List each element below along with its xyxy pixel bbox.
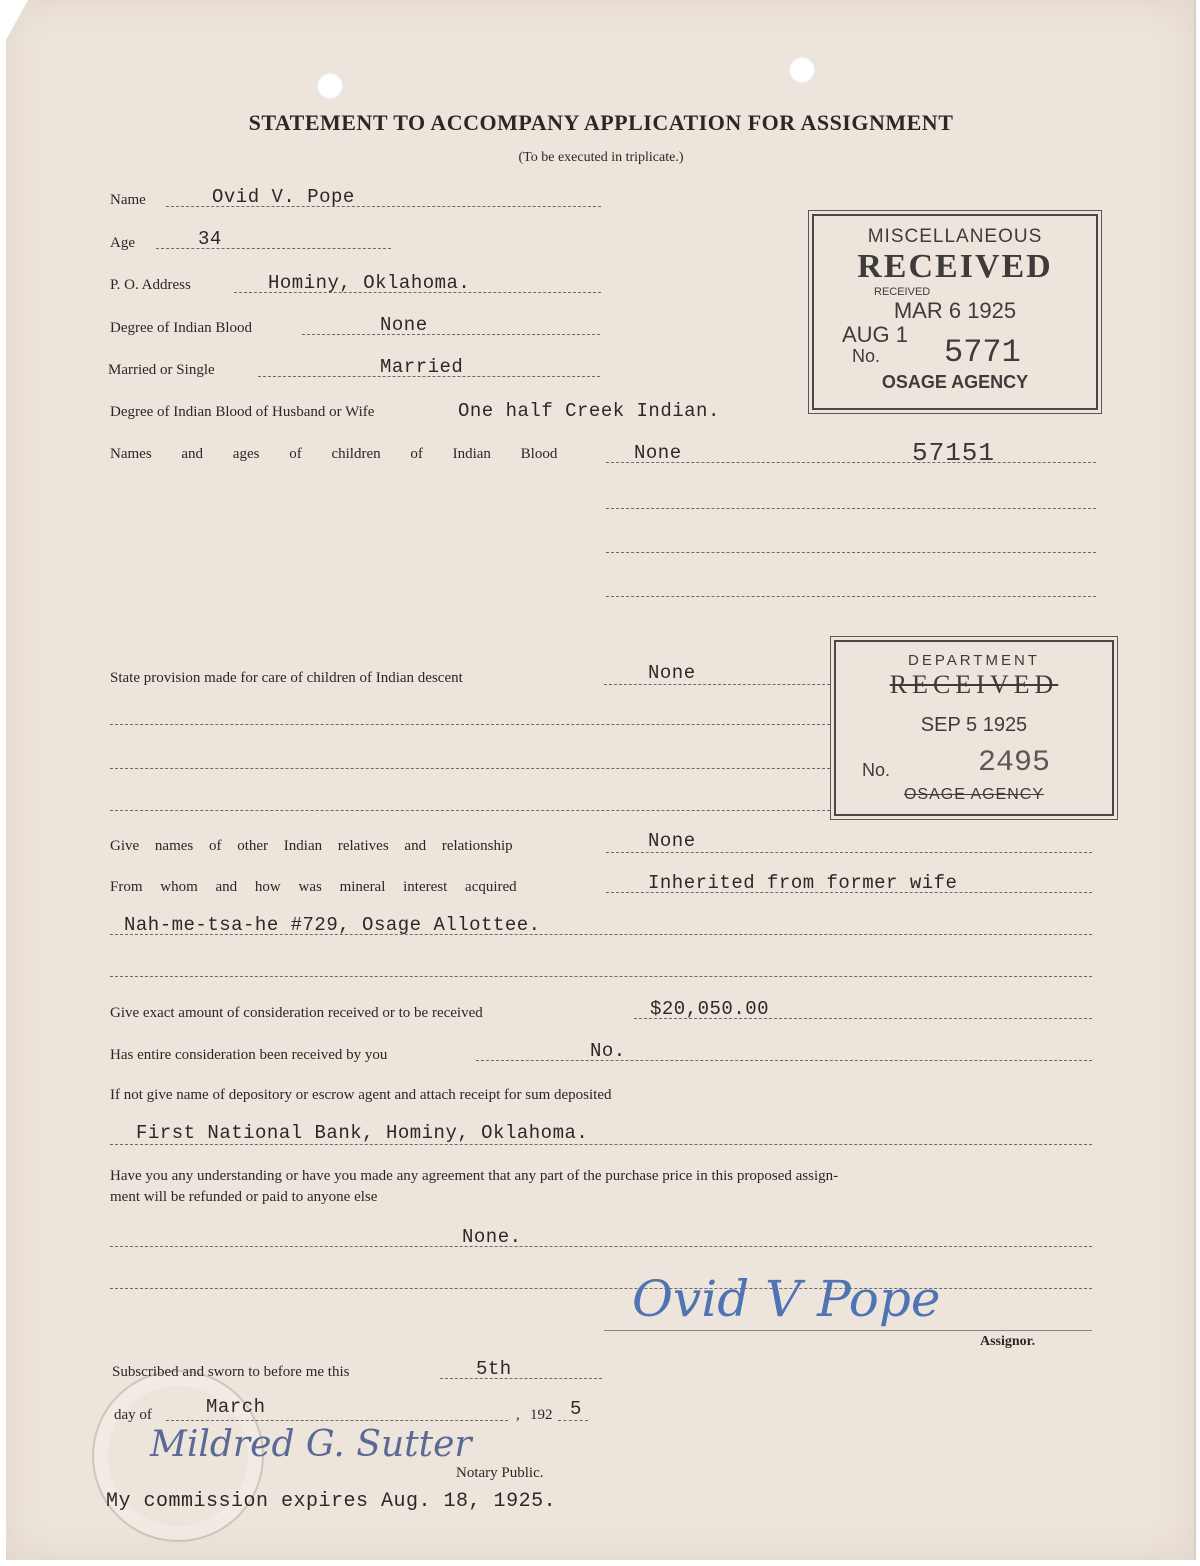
children-value: None [634,442,682,464]
day-of-label: day of [114,1407,152,1423]
punch-hole [788,56,816,84]
notary-signature: Mildred G. Sutter [150,1424,472,1465]
dept-stamp-header: DEPARTMENT [908,652,1040,669]
year-line [558,1420,588,1421]
children-label: Names and ages of children of Indian Blood [110,446,558,462]
sworn-day-line [440,1378,602,1379]
depository-label: If not give name of depository or escrow agent and attach receipt for sum deposited [110,1087,612,1103]
married-label: Married or Single [108,362,215,378]
blood-line [302,334,600,335]
notary-title: Notary Public. [456,1465,544,1481]
name-label: Name [110,192,146,208]
depository-line [110,1144,1092,1145]
dept-stamp-date: SEP 5 1925 [920,714,1028,736]
form-subtitle: (To be executed in triplicate.) [518,150,684,165]
children-line-4 [606,596,1096,597]
married-value: Married [380,356,464,378]
depository-value: First National Bank, Hominy, Oklahoma. [136,1122,589,1144]
sworn-day-value: 5th [476,1358,512,1380]
dept-stamp-number: 2495 [978,746,1051,780]
provision-line-3 [110,768,830,769]
blood-label: Degree of Indian Blood [110,320,253,336]
misc-stamp-received: RECEIVED [857,248,1053,285]
agreement-line-2 [110,1288,1092,1289]
month-value: March [206,1396,266,1418]
children-line-2 [606,508,1096,509]
mineral-label: From whom and how was mineral interest acquired [110,879,517,895]
agreement-label-2: ment will be refunded or paid to anyone else [110,1189,378,1205]
children-line-3 [606,552,1096,553]
misc-stamp-no-label: No. [852,346,881,366]
form-title: STATEMENT TO ACCOMPANY APPLICATION FOR ASSIGNMENT [248,110,954,135]
received-label: Has entire consideration been received by you [110,1047,388,1063]
relatives-label: Give names of other Indian relatives and relationship [110,838,513,854]
received-value: No. [590,1040,626,1062]
spouse-blood-label: Degree of Indian Blood of Husband or Wife [110,404,375,420]
age-label: Age [110,235,135,251]
sworn-label: Subscribed and sworn to before me this [112,1364,350,1380]
age-line [156,248,391,249]
mineral-value-line2: Nah-me-tsa-he #729, Osage Allottee. [124,914,541,936]
misc-received-stamp [812,214,1098,410]
provision-label: State provision made for care of children of Indian descent [110,670,463,686]
year-comma: , [516,1407,520,1423]
age-value: 34 [198,228,222,250]
dept-stamp-no-label: No. [862,760,891,780]
agreement-line-1 [110,1246,1092,1247]
provision-line-1 [604,684,830,685]
document-page [6,0,1196,1560]
file-number-stamp: 57151 [912,438,996,468]
relatives-value: None [648,830,696,852]
misc-stamp-agency: OSAGE AGENCY [881,372,1029,392]
punch-hole [316,72,344,100]
assignor-signature-line [604,1330,1092,1331]
department-received-stamp [834,640,1114,816]
spouse-blood-value: One half Creek Indian. [458,400,720,422]
name-value: Ovid V. Pope [212,186,355,208]
assignor-signature: Ovid V Pope [632,1270,941,1328]
blood-value: None [380,314,428,336]
folded-corner [6,0,28,40]
misc-stamp-aug-date: AUG 1 [842,322,909,347]
relatives-line [606,852,1092,853]
provision-line-2 [110,724,830,725]
agreement-value: None. [462,1226,522,1248]
provision-line-4 [110,810,830,811]
consideration-value: $20,050.00 [650,998,770,1020]
assignor-label: Assignor. [980,1334,1036,1349]
provision-value: None [648,662,696,684]
consideration-label: Give exact amount of consideration received or to be received [110,1005,483,1021]
year-prefix: 192 [530,1407,553,1423]
misc-stamp-header: MISCELLANEOUS [867,226,1043,247]
commission-expiry: My commission expires Aug. 18, 1925. [106,1490,557,1513]
mineral-value: Inherited from former wife [648,872,958,894]
dept-stamp-received: RECEIVED [889,670,1059,699]
address-value: Hominy, Oklahoma. [268,272,471,294]
misc-stamp-date: MAR 6 1925 [893,298,1017,323]
misc-stamp-number: 5771 [944,334,1021,371]
year-suffix-value: 5 [570,1398,582,1420]
address-label: P. O. Address [110,277,191,293]
month-line [166,1420,508,1421]
agreement-label-1: Have you any understanding or have you made any agreement that any part of the purchase price in this proposed assign- [110,1168,839,1184]
mineral-line-3 [110,976,1092,977]
misc-stamp-received-small: RECEIVED [874,286,931,298]
received-line [476,1060,1092,1061]
dept-stamp-agency: OSAGE AGENCY [903,786,1045,803]
